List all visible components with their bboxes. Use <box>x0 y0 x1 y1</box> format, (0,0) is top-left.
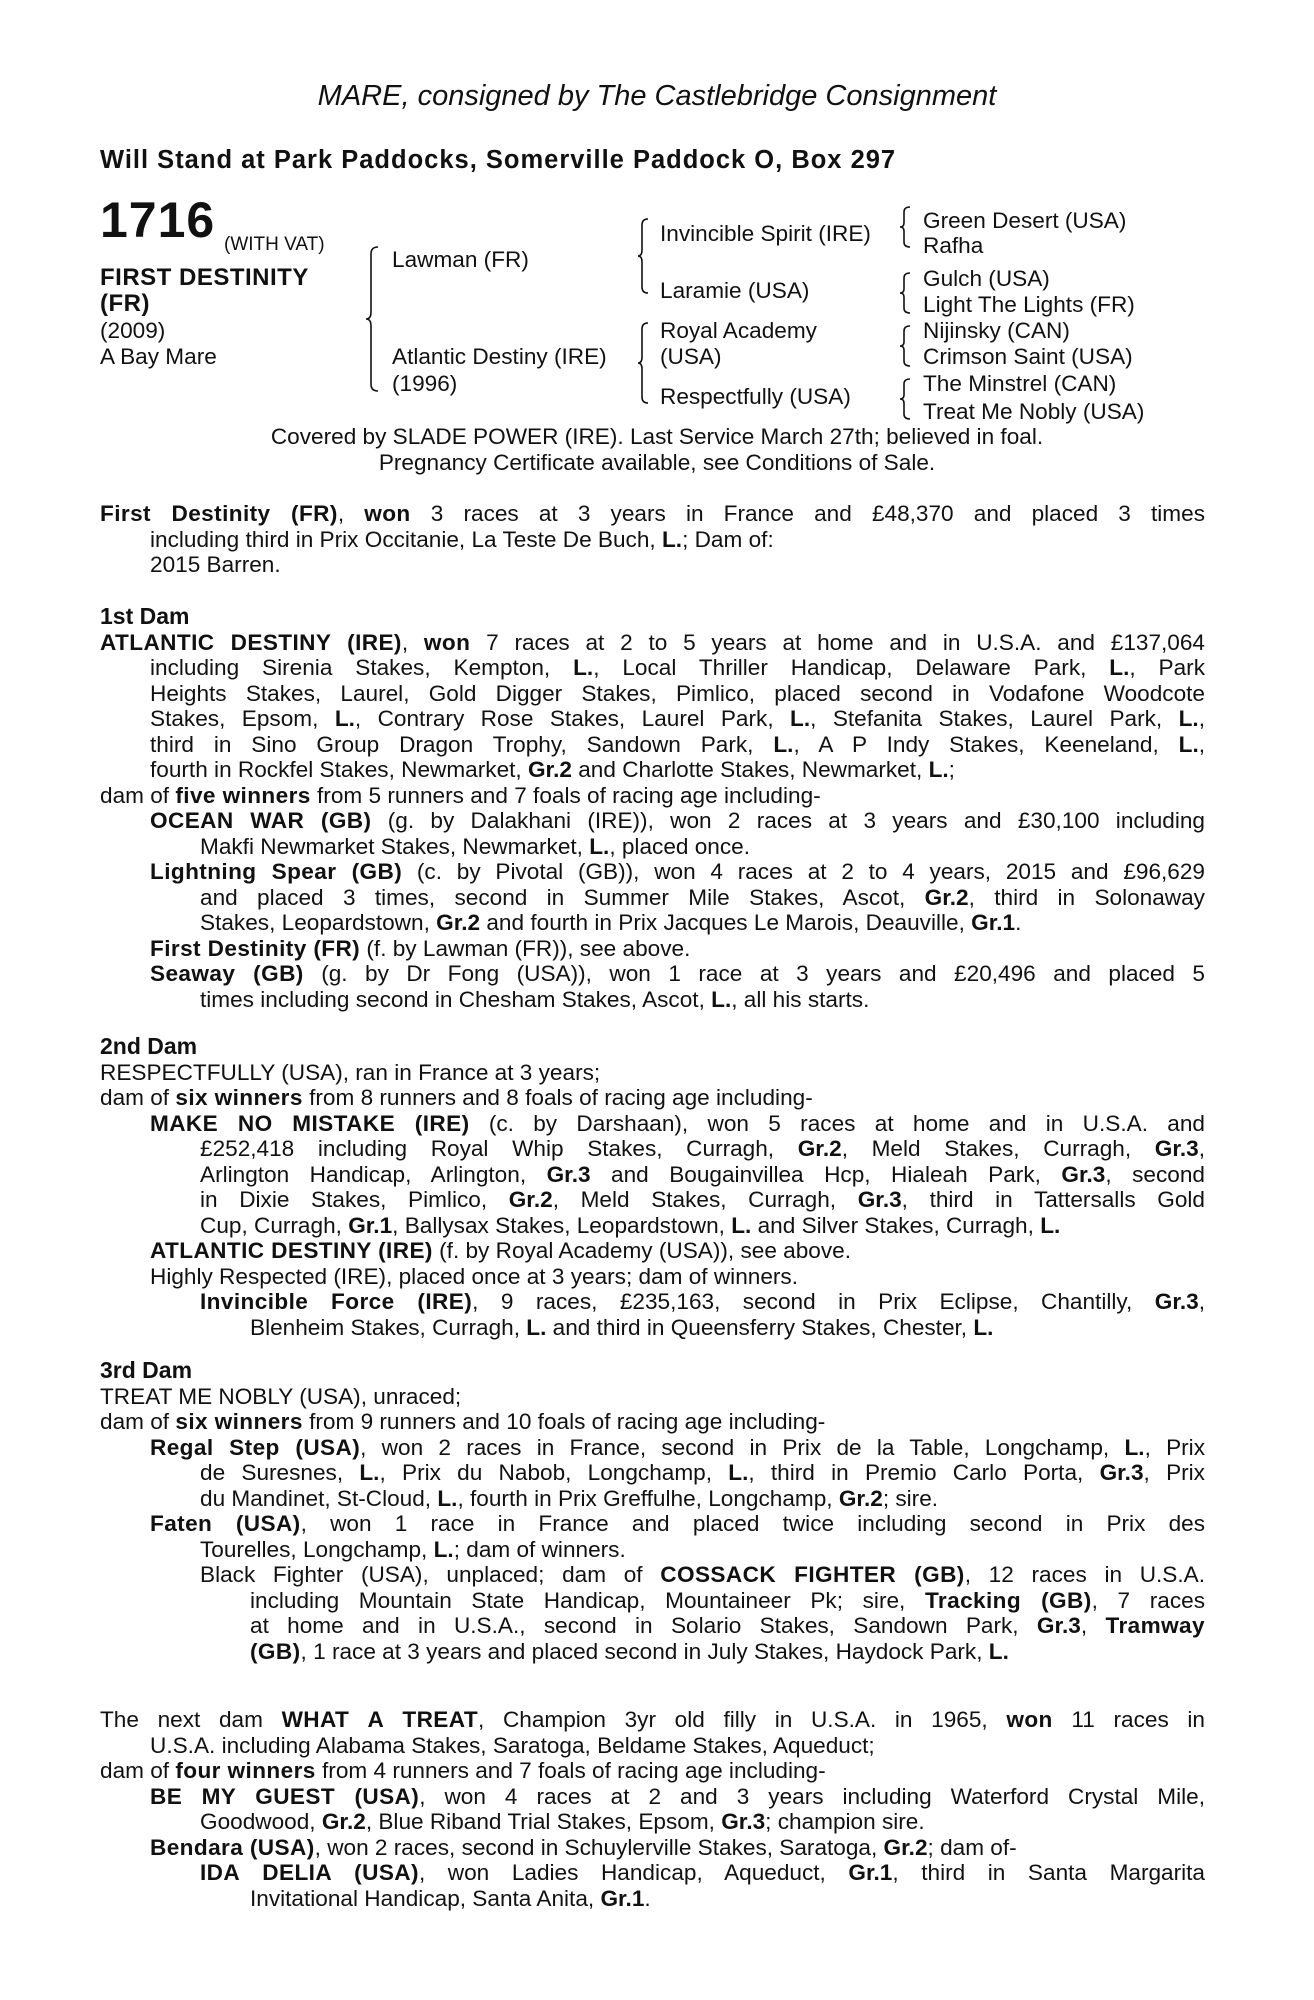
horse-description: A Bay Mare <box>100 344 217 369</box>
text-run: £252,418 including Royal Whip Stakes, Curragh, <box>200 1136 798 1161</box>
bold-name: Tracking (GB) <box>924 1587 1092 1613</box>
text-run: , Prix <box>1143 1460 1205 1485</box>
pedigree-ddd: Treat Me Nobly (USA) <box>923 399 1145 424</box>
race-grade: Gr.1 <box>600 1885 645 1911</box>
bold-name: Lightning Spear (GB) <box>150 859 403 884</box>
pedigree-ssd: Rafha <box>923 233 984 258</box>
text-line <box>100 1707 1205 1733</box>
pedigree-brace-sire <box>638 218 650 294</box>
text-line: U.S.A. including Alabama Stakes, Saratoga, Beldame Stakes, Aqueduct; <box>150 1732 875 1758</box>
text-run: , all his starts. <box>731 986 870 1012</box>
text-run: , <box>1080 1613 1106 1638</box>
race-grade: L. <box>573 655 594 680</box>
text-line <box>100 783 1205 809</box>
pedigree-sire-sire: Invincible Spirit (IRE) <box>660 221 871 246</box>
text-line <box>100 910 1205 936</box>
race-grade: Gr.2 <box>797 1136 842 1161</box>
race-grade: L. <box>526 1314 547 1340</box>
text-line <box>100 1639 1205 1665</box>
text-run: , second <box>1105 1161 1205 1187</box>
race-grade: Gr.1 <box>848 1860 893 1885</box>
pedigree-sire-dam: Laramie (USA) <box>660 278 810 303</box>
text-line <box>100 1085 1205 1111</box>
text-line <box>100 1136 1205 1162</box>
text-run: Invitational Handicap, Santa Anita, <box>250 1885 601 1911</box>
race-grade: L. <box>711 986 732 1012</box>
text-run: , 12 races in U.S.A. <box>964 1562 1205 1587</box>
race-grade: Gr.3 <box>857 1187 902 1212</box>
pedigree-sire: Lawman (FR) <box>392 247 529 272</box>
race-grade: L. <box>928 757 949 782</box>
race-grade: Gr.2 <box>527 757 572 782</box>
text-line <box>100 1213 1205 1239</box>
pedigree-sss: Green Desert (USA) <box>923 208 1127 233</box>
pedigree-dsd: Crimson Saint (USA) <box>923 344 1133 369</box>
consignor-line: MARE, consigned by The Castlebridge Consignment <box>317 80 997 112</box>
text-run: , 1 race at 3 years and placed second in July Stakes, Haydock Park, <box>300 1638 989 1664</box>
text-run: ; dam of winners. <box>453 1536 626 1562</box>
text-run: , Park <box>1129 655 1206 680</box>
pedigree-sdd: Light The Lights (FR) <box>923 292 1135 317</box>
text-run: Stakes, Epsom, <box>150 706 335 731</box>
bold-name: won <box>364 501 411 526</box>
text-run: , fourth in Prix Greffulhe, Longchamp, <box>457 1485 839 1511</box>
horse-name-country: (FR) <box>100 290 150 317</box>
race-grade: L. <box>1178 731 1199 757</box>
section-heading: 3rd Dam <box>100 1357 193 1383</box>
text-line <box>100 1486 1205 1512</box>
text-line <box>100 1315 1205 1341</box>
text-line <box>100 1238 1205 1264</box>
text-run: dam of <box>100 1409 176 1434</box>
text-line <box>100 961 1205 987</box>
text-run: and Charlotte Stakes, Newmarket, <box>571 757 929 782</box>
text-run: ; Dam of: <box>682 526 774 552</box>
text-line <box>100 1860 1205 1886</box>
text-line <box>100 1886 1205 1912</box>
text-run: , Meld Stakes, Curragh, <box>841 1136 1155 1161</box>
text-line <box>100 1460 1205 1486</box>
section-heading: 2nd Dam <box>100 1033 198 1059</box>
text-line <box>100 732 1205 758</box>
text-run: , won 2 races, second in Schuylerville Stakes, Saratoga, <box>314 1834 884 1860</box>
text-run: ; champion sire. <box>765 1809 925 1834</box>
text-run: , A P Indy Stakes, Keeneland, <box>793 731 1179 757</box>
text-line <box>100 1187 1205 1213</box>
pedigree-brace-ds <box>900 325 912 367</box>
vat-note: (WITH VAT) <box>224 234 325 255</box>
race-grade: L. <box>334 706 355 731</box>
race-grade: Gr.2 <box>321 1809 366 1834</box>
text-line <box>100 1562 1205 1588</box>
text-run: , 7 races <box>1091 1587 1206 1613</box>
race-grade: L. <box>1124 1434 1145 1460</box>
text-line <box>100 1588 1205 1614</box>
text-run: fourth in Rockfel Stakes, Newmarket, <box>150 757 528 782</box>
pedigree-sds: Gulch (USA) <box>923 266 1050 291</box>
race-grade: L. <box>1040 1212 1061 1238</box>
race-grade: L. <box>359 1460 380 1485</box>
text-run: Cup, Curragh, <box>200 1212 349 1238</box>
race-grade: Gr.1 <box>971 910 1016 935</box>
race-grade: Gr.2 <box>838 1485 883 1511</box>
text-run: . <box>644 1885 651 1911</box>
race-grade: L. <box>437 1485 458 1511</box>
text-run: , Meld Stakes, Curragh, <box>552 1187 858 1212</box>
race-grade: L. <box>973 1314 994 1340</box>
text-run: Blenheim Stakes, Curragh, <box>250 1314 527 1340</box>
text-run: , <box>1198 731 1206 757</box>
text-run: dam of <box>100 1085 176 1110</box>
bold-name: First Destinity (FR) <box>150 935 361 961</box>
first-dam-section <box>100 604 1205 1012</box>
text-run: , <box>1198 1289 1205 1314</box>
race-grade: L. <box>728 1460 749 1485</box>
race-grade: L. <box>773 731 794 757</box>
text-line: Highly Respected (IRE), placed once at 3 years; dam of winners. <box>150 1263 798 1289</box>
text-run: ; <box>948 757 955 782</box>
text-line <box>100 1289 1205 1315</box>
text-run: Black Fighter (USA), unplaced; dam of <box>200 1562 661 1587</box>
text-run: from 9 runners and 10 foals of racing age including- <box>302 1409 826 1434</box>
race-grade: Gr.2 <box>883 1834 928 1860</box>
text-run: in Dixie Stakes, Pimlico, <box>200 1187 509 1212</box>
text-run: including Mountain State Handicap, Mountaineer Pk; sire, <box>250 1587 925 1613</box>
race-grade: L. <box>731 1212 752 1238</box>
bold-name: IDA DELIA (USA) <box>200 1860 419 1885</box>
pedigree-dam-sire-country: (USA) <box>660 344 722 369</box>
text-run: from 5 runners and 7 foals of racing age including- <box>310 782 821 808</box>
pedigree-brace-main <box>366 246 380 392</box>
text-run: , <box>1198 706 1205 731</box>
covered-line: Covered by SLADE POWER (IRE). Last Service March 27th; believed in foal. <box>270 424 1044 449</box>
horse-name-ref: First Destinity (FR) <box>100 501 338 526</box>
race-grade: L. <box>1178 706 1199 731</box>
pedigree-dam-year: (1996) <box>392 371 458 396</box>
text-line <box>100 885 1205 911</box>
bold-name: WHAT A TREAT <box>281 1707 479 1732</box>
text-run: 3 races at 3 years in France and £48,370 and placed 3 times <box>410 501 1205 526</box>
text-run: and Bougainvillea Hcp, Hialeah Park, <box>590 1161 1062 1187</box>
text-run: , 9 races, £235,163, second in Prix Eclipse, Chantilly, <box>472 1289 1155 1314</box>
bold-name: (GB) <box>250 1638 301 1664</box>
text-line <box>100 527 1205 553</box>
text-run: , Contrary Rose Stakes, Laurel Park, <box>354 706 791 731</box>
text-run: (f. by Lawman (FR)), see above. <box>360 935 691 961</box>
text-run: (c. by Pivotal (GB)), won 4 races at 2 to 4 years, 2015 and £96,629 <box>402 859 1205 884</box>
bold-name: OCEAN WAR (GB) <box>150 808 372 833</box>
bold-name: four winners <box>175 1758 316 1783</box>
pedigree-brace-dam <box>638 322 650 404</box>
text-run: de Suresnes, <box>200 1460 360 1485</box>
text-run: , Stefanita Stakes, Laurel Park, <box>810 706 1179 731</box>
produce-record: 2015 Barren. <box>150 552 281 577</box>
text-run: , Prix du Nabob, Longchamp, <box>379 1460 729 1485</box>
text-run: The next dam <box>100 1707 282 1732</box>
bold-name: six winners <box>175 1409 303 1434</box>
text-line <box>100 681 1205 707</box>
text-line <box>100 1835 1205 1861</box>
horse-name: FIRST DESTINITY <box>100 264 309 291</box>
text-run: , <box>1198 1136 1205 1161</box>
race-grade: L. <box>988 1638 1009 1664</box>
text-run: (f. by Royal Academy (USA)), see above. <box>432 1238 852 1263</box>
text-run: , third in Premio Carlo Porta, <box>748 1460 1100 1485</box>
text-line <box>100 1111 1205 1137</box>
pedigree-dam-dam: Respectfully (USA) <box>660 384 851 409</box>
text-run: , won 2 races in France, second in Prix de la Table, Longchamp, <box>360 1434 1125 1460</box>
text-run: Goodwood, <box>200 1809 322 1834</box>
text-run: dam of <box>100 1758 176 1783</box>
bold-name: Faten (USA) <box>150 1511 301 1536</box>
text-run: du Mandinet, St-Cloud, <box>200 1485 438 1511</box>
text-run: Heights Stakes, Laurel, Gold Digger Stakes, Pimlico, placed second in Vodafone Woodcote <box>150 680 1205 706</box>
text-line <box>100 808 1205 834</box>
text-run: , third in Tattersalls Gold <box>901 1187 1205 1212</box>
text-run: , Champion 3yr old filly in U.S.A. in 1965, <box>478 1707 1007 1732</box>
text-line: RESPECTFULLY (USA), ran in France at 3 years; <box>100 1059 601 1085</box>
bold-name: MAKE NO MISTAKE (IRE) <box>150 1110 470 1136</box>
pedigree-brace-ss <box>900 206 912 248</box>
text-line <box>100 1435 1205 1461</box>
bold-name: ATLANTIC DESTINY (IRE) <box>100 629 402 655</box>
bold-name: Bendara (USA) <box>150 1834 315 1860</box>
pedigree-dds: The Minstrel (CAN) <box>923 371 1117 396</box>
pedigree-dam: Atlantic Destiny (IRE) <box>392 344 607 369</box>
bold-name: Seaway (GB) <box>150 961 304 986</box>
stand-location: Will Stand at Park Paddocks, Somerville Paddock O, Box 297 <box>100 146 897 174</box>
bold-name: won <box>1006 1707 1053 1732</box>
text-run: (c. by Darshaan), won 5 races at home and in U.S.A. and <box>469 1110 1205 1136</box>
text-run: and Silver Stakes, Curragh, <box>751 1212 1041 1238</box>
text-run: , placed once. <box>609 833 750 859</box>
race-grade: L. <box>589 833 610 859</box>
text-run: (g. by Dr Fong (USA)), won 1 race at 3 years and £20,496 and placed 5 <box>303 961 1205 986</box>
text-run: 7 races at 2 to 5 years at home and in U.S.A. and £137,064 <box>470 629 1205 655</box>
pregnancy-note: Pregnancy Certificate available, see Conditions of Sale. <box>378 450 936 475</box>
race-grade: L. <box>433 1536 454 1562</box>
text-run: and fourth in Prix Jacques Le Marois, Deauville, <box>480 910 972 935</box>
text-line <box>100 1409 1205 1435</box>
pedigree-dss: Nijinsky (CAN) <box>923 318 1070 343</box>
text-run: dam of <box>100 782 176 808</box>
text-line <box>100 1511 1205 1537</box>
section-heading: 1st Dam <box>100 603 190 629</box>
bold-name: five winners <box>175 782 311 808</box>
text-run: , won Ladies Handicap, Aqueduct, <box>418 1860 849 1885</box>
race-grade: Gr.3 <box>1036 1613 1081 1638</box>
text-run: from 4 runners and 7 foals of racing age including- <box>315 1758 826 1783</box>
race-grade: Gr.3 <box>721 1809 766 1834</box>
text-line <box>100 936 1205 962</box>
text-line <box>100 1758 1205 1784</box>
second-dam-section <box>100 1034 1205 1340</box>
race-grade: Gr.2 <box>436 910 481 935</box>
bold-name: Regal Step (USA) <box>150 1434 361 1460</box>
text-run: third in Sino Group Dragon Trophy, Sandown Park, <box>150 731 774 757</box>
text-run: 11 races in <box>1052 1707 1206 1732</box>
text-run: Arlington Handicap, Arlington, <box>200 1161 547 1187</box>
text-run: including Sirenia Stakes, Kempton, <box>150 655 574 680</box>
text-run: at home and in U.S.A., second in Solario Stakes, Sandown Park, <box>250 1613 1037 1638</box>
text-line <box>100 757 1205 783</box>
third-dam-section <box>100 1358 1205 1664</box>
text-line <box>100 655 1205 681</box>
bold-name: BE MY GUEST (USA) <box>150 1783 420 1809</box>
race-grade: L. <box>661 526 683 552</box>
text-line <box>100 1809 1205 1835</box>
pedigree-brace-sd <box>900 272 912 314</box>
bold-name: ATLANTIC DESTINY (IRE) <box>150 1238 433 1263</box>
text-line <box>100 630 1205 656</box>
race-grade: Gr.3 <box>1061 1161 1106 1187</box>
text-line <box>100 987 1205 1013</box>
race-grade: L. <box>790 706 811 731</box>
race-grade: Gr.1 <box>348 1212 393 1238</box>
text-run: and third in Queensferry Stakes, Chester, <box>546 1314 974 1340</box>
text-line <box>100 1613 1205 1639</box>
text-run: and placed 3 times, second in Summer Mile Stakes, Ascot, <box>200 884 925 910</box>
bold-name: COSSACK FIGHTER (GB) <box>660 1562 965 1587</box>
text-run: Tourelles, Longchamp, <box>200 1536 434 1562</box>
pedigree-dam-sire: Royal Academy <box>660 318 817 343</box>
text-run: . <box>1015 910 1022 935</box>
text-line <box>100 1162 1205 1188</box>
race-grade: Gr.3 <box>1099 1460 1144 1485</box>
text-run: , Ballysax Stakes, Leopardstown, <box>392 1212 732 1238</box>
text-line <box>100 1784 1205 1810</box>
race-grade: Gr.3 <box>1154 1136 1199 1161</box>
bold-name: won <box>423 629 471 655</box>
text-run: ; dam of- <box>927 1834 1017 1860</box>
text-line <box>100 706 1205 732</box>
text-run: (g. by Dalakhani (IRE)), won 2 races at 3 years and £30,100 including <box>371 808 1205 833</box>
text-run: , Local Thriller Handicap, Delaware Park, <box>593 655 1110 680</box>
text-run: , third in Solonaway <box>968 884 1205 910</box>
lot-number: 1716 <box>100 192 216 248</box>
text-run: , third in Santa Margarita <box>892 1860 1205 1885</box>
text-line: TREAT ME NOBLY (USA), unraced; <box>100 1383 462 1409</box>
text-run: , <box>337 501 365 526</box>
bold-name: six winners <box>175 1085 303 1110</box>
bold-name: Invincible Force (IRE) <box>200 1289 473 1314</box>
text-run: , Prix <box>1144 1434 1206 1460</box>
text-line <box>100 1537 1205 1563</box>
text-run: , Blue Riband Trial Stakes, Epsom, <box>365 1809 722 1834</box>
race-grade: Gr.2 <box>508 1187 553 1212</box>
text-run: , <box>401 629 424 655</box>
text-run: , won 4 races at 2 and 3 years including Waterford Crystal Mile, <box>419 1783 1205 1809</box>
text-run: , won 1 race in France and placed twice including second in Prix des <box>300 1511 1206 1536</box>
text-run: from 8 runners and 8 foals of racing age including- <box>302 1085 813 1110</box>
race-grade: L. <box>1109 655 1130 680</box>
text-line <box>100 834 1205 860</box>
race-grade: Gr.3 <box>1154 1289 1199 1314</box>
race-grade: Gr.2 <box>924 884 969 910</box>
text-line <box>100 501 1205 527</box>
text-run: including third in Prix Occitanie, La Teste De Buch, <box>150 526 662 552</box>
text-run: ; sire. <box>882 1485 939 1511</box>
next-dam-section <box>100 1707 1205 1911</box>
race-grade: Gr.3 <box>546 1161 591 1187</box>
text-run: Stakes, Leopardstown, <box>200 910 437 935</box>
pedigree-brace-dd <box>900 378 912 420</box>
foaling-year: (2009) <box>100 318 166 343</box>
text-line <box>100 859 1205 885</box>
bold-name: Tramway <box>1105 1613 1205 1638</box>
intro-paragraph <box>100 501 1205 578</box>
text-run: times including second in Chesham Stakes, Ascot, <box>200 986 712 1012</box>
text-run: Makfi Newmarket Stakes, Newmarket, <box>200 833 590 859</box>
